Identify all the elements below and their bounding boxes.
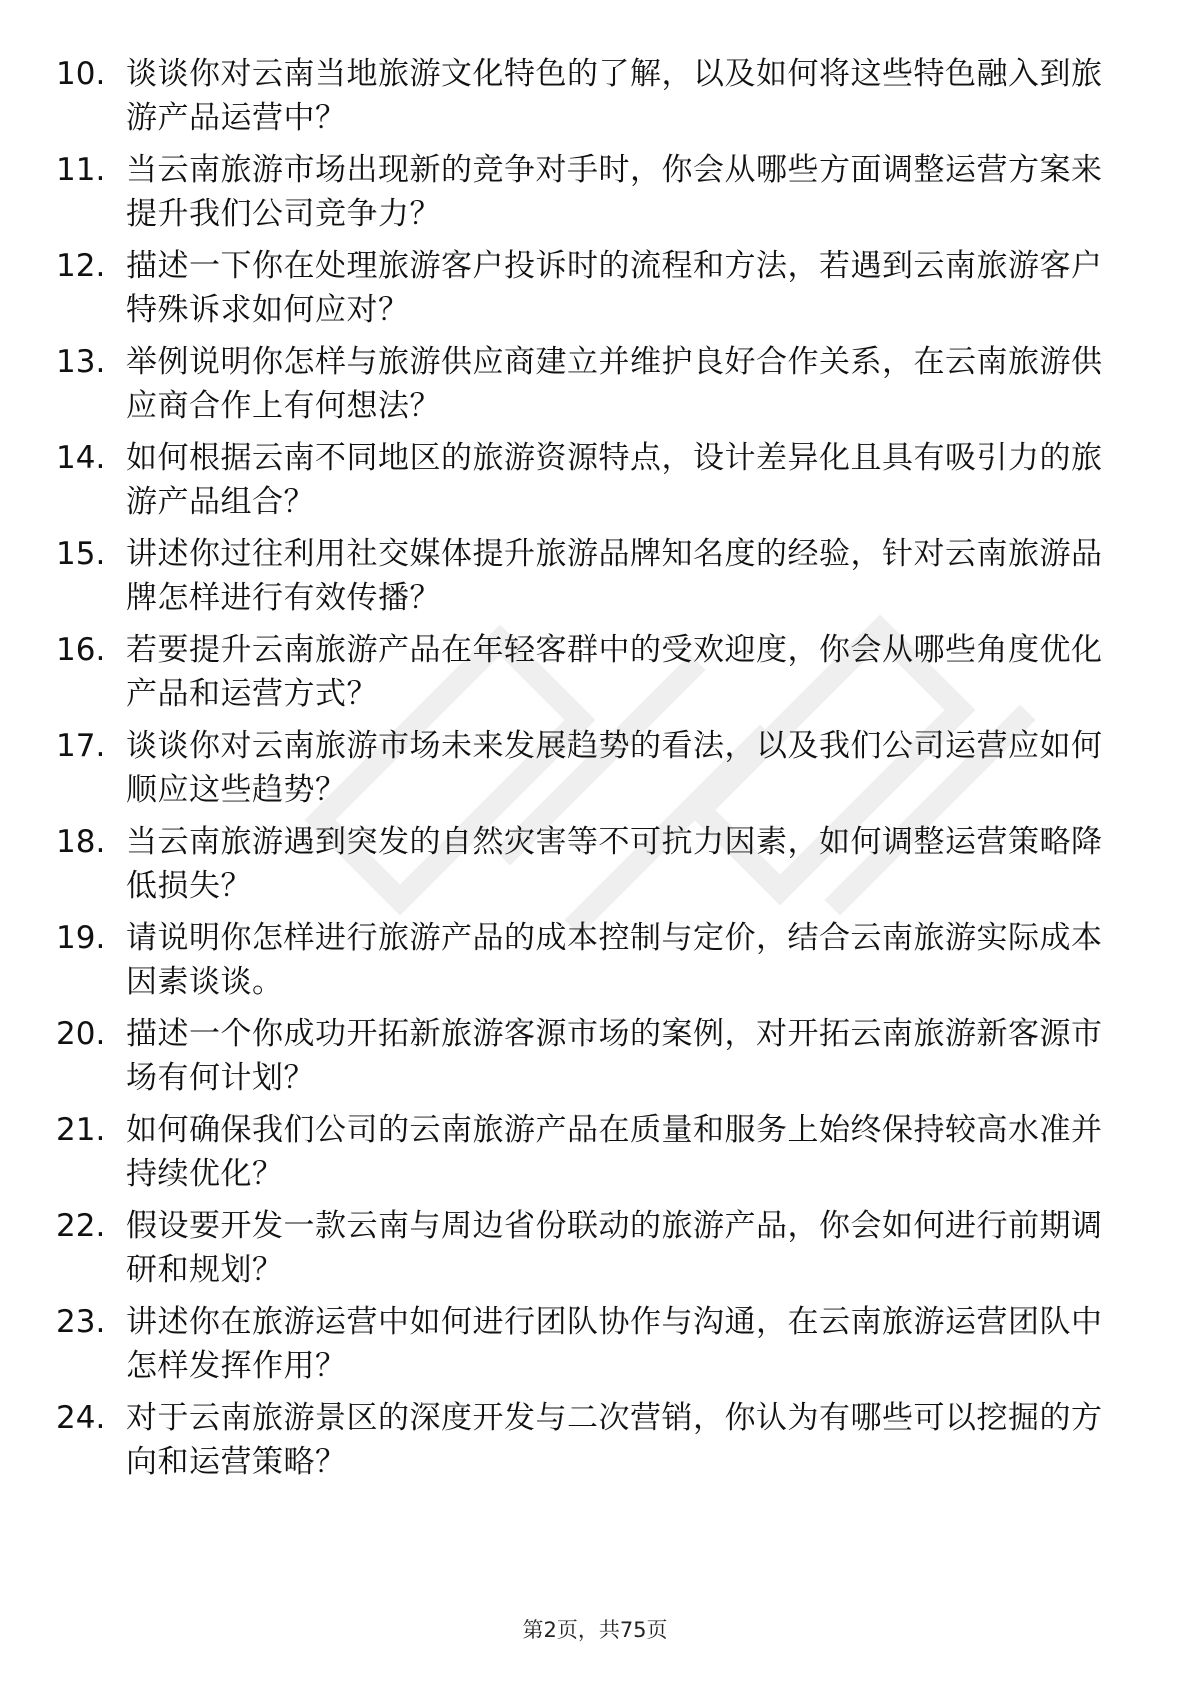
question-number: 21. (56, 1112, 106, 1148)
question-number: 19. (56, 920, 106, 956)
question-number: 12. (56, 248, 106, 284)
question-item (56, 1012, 1116, 1108)
question-item (56, 532, 1116, 628)
question-item (56, 52, 1116, 148)
question-item (56, 1108, 1116, 1204)
question-number: 20. (56, 1016, 106, 1052)
question-text: 讲述你在旅游运营中如何进行团队协作与沟通，在云南旅游运营团队中怎样发挥作用？ (126, 1304, 1103, 1384)
question-number: 18. (56, 824, 106, 860)
question-number: 11. (56, 152, 106, 188)
question-text: 如何确保我们公司的云南旅游产品在质量和服务上始终保持较高水准并持续优化？ (126, 1112, 1103, 1192)
question-text: 谈谈你对云南旅游市场未来发展趋势的看法，以及我们公司运营应如何顺应这些趋势？ (126, 728, 1103, 808)
page-number-footer: 第2页，共75页 (522, 1618, 668, 1642)
question-text: 当云南旅游市场出现新的竞争对手时，你会从哪些方面调整运营方案来提升我们公司竞争力？ (126, 152, 1103, 232)
question-number: 24. (56, 1400, 106, 1436)
question-item (56, 1204, 1116, 1300)
question-item (56, 1300, 1116, 1396)
question-item (56, 916, 1116, 1012)
question-item (56, 628, 1116, 724)
question-number: 16. (56, 632, 106, 668)
question-text: 描述一个你成功开拓新旅游客源市场的案例，对开拓云南旅游新客源市场有何计划？ (126, 1016, 1103, 1096)
question-number: 13. (56, 344, 106, 380)
question-text: 描述一下你在处理旅游客户投诉时的流程和方法，若遇到云南旅游客户特殊诉求如何应对？ (126, 248, 1103, 328)
question-text: 如何根据云南不同地区的旅游资源特点，设计差异化且具有吸引力的旅游产品组合？ (126, 440, 1103, 520)
question-item (56, 724, 1116, 820)
question-text: 若要提升云南旅游产品在年轻客群中的受欢迎度，你会从哪些角度优化产品和运营方式？ (126, 632, 1103, 712)
question-list (56, 52, 1116, 1492)
question-text: 讲述你过往利用社交媒体提升旅游品牌知名度的经验，针对云南旅游品牌怎样进行有效传播？ (126, 536, 1103, 616)
question-number: 15. (56, 536, 106, 572)
question-text: 谈谈你对云南当地旅游文化特色的了解，以及如何将这些特色融入到旅游产品运营中？ (126, 56, 1103, 136)
question-text: 假设要开发一款云南与周边省份联动的旅游产品，你会如何进行前期调研和规划？ (126, 1208, 1103, 1288)
question-text: 请说明你怎样进行旅游产品的成本控制与定价，结合云南旅游实际成本因素谈谈。 (126, 920, 1103, 1000)
question-item (56, 244, 1116, 340)
question-text: 对于云南旅游景区的深度开发与二次营销，你认为有哪些可以挖掘的方向和运营策略？ (126, 1400, 1103, 1480)
question-number: 22. (56, 1208, 106, 1244)
question-item (56, 148, 1116, 244)
question-item (56, 820, 1116, 916)
question-number: 14. (56, 440, 106, 476)
question-number: 17. (56, 728, 106, 764)
question-number: 23. (56, 1304, 106, 1340)
question-text: 当云南旅游遇到突发的自然灾害等不可抗力因素，如何调整运营策略降低损失？ (126, 824, 1103, 904)
question-item (56, 1396, 1116, 1492)
question-item (56, 436, 1116, 532)
question-text: 举例说明你怎样与旅游供应商建立并维护良好合作关系，在云南旅游供应商合作上有何想法？ (126, 344, 1103, 424)
question-number: 10. (56, 56, 106, 92)
question-item (56, 340, 1116, 436)
